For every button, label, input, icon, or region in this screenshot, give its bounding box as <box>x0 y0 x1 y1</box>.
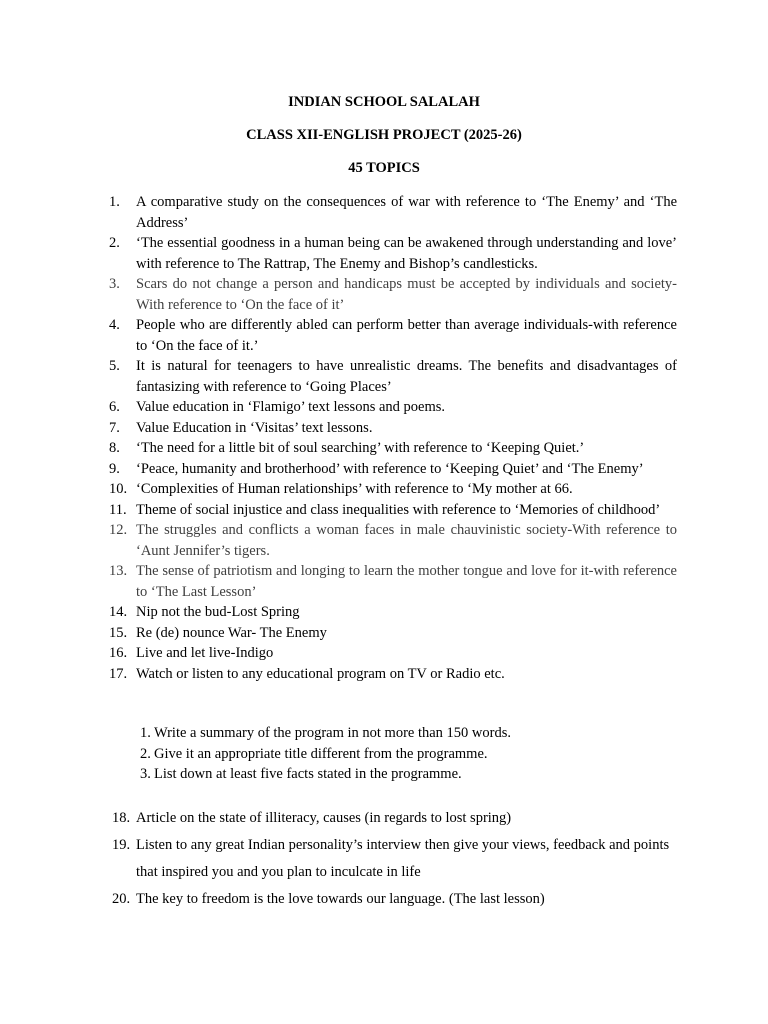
subtask-text: Write a summary of the program in not more than 150 words. <box>154 725 511 741</box>
topic-text: Value Education in ‘Visitas’ text lessons. <box>136 419 373 436</box>
topic-number: 6. <box>109 399 120 415</box>
topic-text: ‘Peace, humanity and brotherhood’ with reference to ‘Keeping Quiet’ and ‘The Enemy’ <box>136 460 644 477</box>
topic-number: 14. <box>109 604 128 620</box>
topic-text: Value education in ‘Flamigo’ text lessons and poems. <box>136 399 446 415</box>
topic-item <box>109 397 677 418</box>
topic-number: 7. <box>109 419 120 436</box>
topic-item <box>109 274 677 315</box>
topic-item <box>109 438 677 459</box>
topic-item <box>112 886 678 913</box>
topic-item <box>109 479 677 500</box>
topic-number: 5. <box>109 358 120 374</box>
topic-item <box>112 832 678 886</box>
topic-item <box>109 602 677 623</box>
topic-number: 1. <box>109 194 120 210</box>
topic-number: 2. <box>109 235 120 251</box>
topic-text: Scars do not change a person and handicaps must be accepted by individuals and society-With reference to ‘On the face of it’ <box>136 276 677 313</box>
topic-number: 20. <box>112 891 131 907</box>
subtask-text: List down at least five facts stated in the programme. <box>154 766 462 782</box>
topic-item <box>109 192 677 233</box>
topic-number: 3. <box>109 276 120 292</box>
topic-number: 4. <box>109 317 120 333</box>
topic-number: 15. <box>109 624 128 641</box>
topic-number: 16. <box>109 645 128 661</box>
topic-item <box>109 520 677 561</box>
topic-text: The sense of patriotism and longing to learn the mother tongue and love for it-with reference to ‘The Last Lesson’ <box>136 563 677 600</box>
topic-item <box>109 664 677 685</box>
topic-item <box>109 561 677 602</box>
topic-text: The struggles and conflicts a woman faces in male chauvinistic society-With reference to ‘Aunt Jennifer’s tigers. <box>136 522 677 559</box>
topic-text: A comparative study on the consequences of war with reference to ‘The Enemy’ and ‘The Address’ <box>136 194 677 231</box>
topic-text: People who are differently abled can perform better than average individuals-with reference to ‘On the face of it.’ <box>136 317 677 354</box>
topic-number: 11. <box>109 501 127 518</box>
topic-text: Listen to any great Indian personality’s interview then give your views, feedback and points that inspired you and you plan to inculcate in life <box>136 837 670 880</box>
topic-number: 19. <box>112 837 131 853</box>
topic-item <box>109 459 677 480</box>
school-name-heading: INDIAN SCHOOL SALALAH <box>288 94 480 110</box>
topic-number: 13. <box>109 563 128 579</box>
topic-text: Nip not the bud-Lost Spring <box>136 604 300 620</box>
topic-item <box>109 233 677 274</box>
topic-text: ‘The essential goodness in a human being can be awakened through understanding and love’ with reference to The Rattrap, The Enemy and Bishop’s candlesticks. <box>136 235 677 272</box>
topic-text: The key to freedom is the love towards our language. (The last lesson) <box>136 891 545 907</box>
subtask-item <box>140 744 660 765</box>
topic-number: 12. <box>109 522 128 538</box>
topic-number: 17. <box>109 665 128 682</box>
subtask-number: 1. <box>140 725 151 741</box>
project-title-heading: CLASS XII-ENGLISH PROJECT (2025-26) <box>246 127 522 143</box>
topic-number: 18. <box>112 810 131 826</box>
topic-item <box>109 356 677 397</box>
topic-item <box>109 315 677 356</box>
topic-text: ‘The need for a little bit of soul searching’ with reference to ‘Keeping Quiet.’ <box>136 440 585 456</box>
topic-item <box>109 643 677 664</box>
topic-item <box>109 500 677 521</box>
topics-count-heading: 45 TOPICS <box>348 160 420 176</box>
topic-number: 10. <box>109 481 128 497</box>
topic-number: 8. <box>109 440 120 456</box>
topic-item <box>112 805 678 832</box>
topic-text: Article on the state of illiteracy, causes (in regards to lost spring) <box>136 810 512 826</box>
subtask-item <box>140 723 660 744</box>
topics-list <box>109 192 677 684</box>
topic-text: Live and let live-Indigo <box>136 645 274 661</box>
topic-item <box>109 418 677 439</box>
later-topics-list <box>112 805 678 913</box>
topic-number: 9. <box>109 460 120 477</box>
subtask-item <box>140 764 660 785</box>
subtask-list <box>140 723 660 785</box>
subtask-number: 2. <box>140 745 151 762</box>
topic-item <box>109 623 677 644</box>
subtask-text: Give it an appropriate title different from the programme. <box>154 745 488 762</box>
topic-text: Theme of social injustice and class inequalities with reference to ‘Memories of childhood’ <box>136 501 661 518</box>
subtask-number: 3. <box>140 766 151 782</box>
topic-text: ‘Complexities of Human relationships’ with reference to ‘My mother at 66. <box>136 481 573 497</box>
topic-text: Re (de) nounce War- The Enemy <box>136 624 327 641</box>
topic-text: Watch or listen to any educational program on TV or Radio etc. <box>136 665 505 682</box>
topic-text: It is natural for teenagers to have unrealistic dreams. The benefits and disadvantages of fantasizing with reference to ‘Going Places’ <box>136 358 677 395</box>
